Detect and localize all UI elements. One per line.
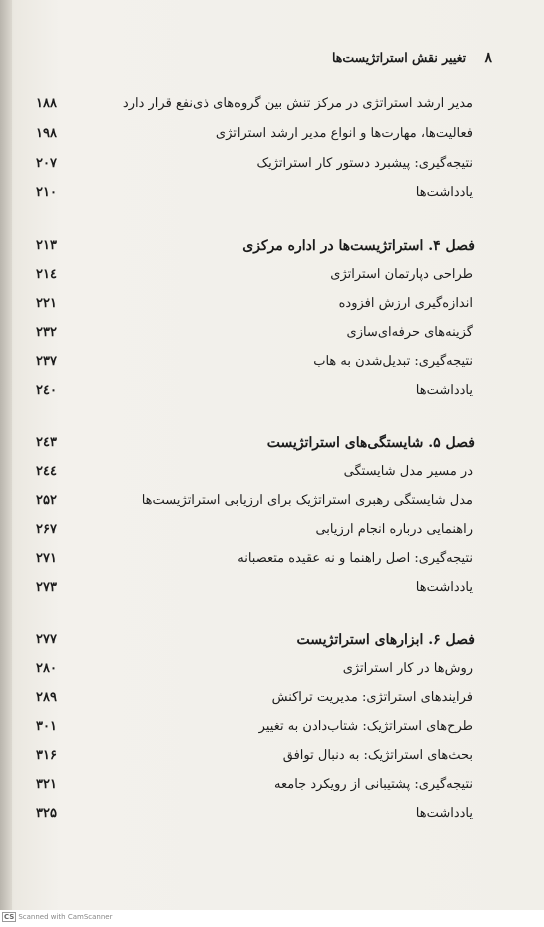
toc-entry-page: ۲٤٤	[36, 464, 57, 479]
running-header	[332, 50, 492, 66]
toc-entry-title: روش‌ها در کار استراتژی	[342, 661, 473, 676]
toc-entry-title: مدل شایستگی رهبری استراتژیک برای ارزیابی استراتژیست‌ها	[141, 493, 473, 508]
toc-row	[0, 688, 544, 712]
toc-entry-title: فرایندهای استراتژی: مدیریت تراکنش	[271, 690, 473, 705]
toc-row	[0, 520, 544, 544]
toc-entry-page: ۲۲۱	[36, 296, 57, 311]
toc-row	[0, 265, 544, 289]
toc-entry-page: ۲٤۳	[36, 435, 57, 450]
toc-row	[0, 775, 544, 799]
toc-row	[0, 381, 544, 405]
toc-entry-page: ۲۷۷	[36, 632, 57, 647]
toc-entry-title: یادداشت‌ها	[415, 383, 473, 398]
toc-entry-title: یادداشت‌ها	[415, 806, 473, 821]
toc-row	[0, 491, 544, 515]
toc-entry-page: ۲۰۷	[36, 156, 57, 171]
toc-row	[0, 94, 544, 118]
camscanner-badge: CS	[4, 913, 15, 921]
toc-entry-page: ۲۱۳	[36, 238, 57, 253]
toc-row	[0, 578, 544, 602]
toc-row	[0, 804, 544, 828]
toc-row	[0, 294, 544, 318]
toc-row	[0, 717, 544, 741]
header-title: تغییر نقش استراتژیست‌ها	[331, 50, 467, 65]
toc-entry-page: ۲۵۲	[36, 493, 57, 508]
toc-entry-page: ۲۶۷	[36, 522, 57, 537]
toc-entry-page: ۳۱۶	[36, 748, 57, 763]
toc-entry-page: ۳۲۱	[36, 777, 57, 792]
toc-entry-page: ۳۲۵	[36, 806, 57, 821]
toc-entry-title: اندازه‌گیری ارزش افزوده	[338, 296, 473, 311]
toc-entry-page: ۲۱٤	[36, 267, 57, 282]
toc-entry-title: نتیجه‌گیری: پشتیبانی از رویکرد جامعه	[274, 777, 473, 792]
toc-entry-page: ۲۷۳	[36, 580, 57, 595]
toc-entry-title: نتیجه‌گیری: تبدیل‌شدن به هاب	[313, 354, 473, 369]
toc-row	[0, 323, 544, 347]
toc-entry-page: ۱۸۸	[36, 96, 57, 111]
toc-entry-title: گزینه‌های حرفه‌ای‌سازی	[346, 325, 473, 340]
toc-entry-title: طراحی دپارتمان استراتژی	[330, 267, 473, 282]
toc-entry-title: بحث‌های استراتژیک: به دنبال توافق	[282, 748, 473, 763]
toc-row	[0, 746, 544, 770]
toc-entry-page: ۳۰۱	[36, 719, 57, 734]
scanner-footer	[0, 910, 544, 927]
toc-entry-title: فعالیت‌ها، مهارت‌ها و انواع مدیر ارشد استراتژی	[215, 126, 473, 141]
toc-entry-title: یادداشت‌ها	[415, 185, 473, 200]
toc-entry-page: ۲۳۷	[36, 354, 57, 369]
toc-entry-title: راهنمایی درباره انجام ارزیابی	[315, 522, 473, 537]
toc-entry-title: نتیجه‌گیری: پیشبرد دستور کار استراتژیک	[256, 156, 473, 171]
toc-entry-title: نتیجه‌گیری: اصل راهنما و نه عقیده متعصبانه	[237, 551, 473, 566]
toc-entry-title: طرح‌های استراتژیک: شتاب‌دادن به تغییر	[258, 719, 473, 734]
toc-row	[0, 462, 544, 486]
toc-entry-page: ۲۸۹	[36, 690, 57, 705]
toc-entry-title: فصل ۶. ابزارهای استراتژیست	[296, 632, 475, 648]
toc-row	[0, 659, 544, 683]
toc-entry-page: ۲۸۰	[36, 661, 57, 676]
toc-entry-page: ۲۷۱	[36, 551, 57, 566]
toc-entry-title: در مسیر مدل شایستگی	[343, 464, 473, 479]
toc-entry-page: ۱۹۸	[36, 126, 57, 141]
toc-entry-title: فصل ۵. شایستگی‌های استراتژیست	[266, 435, 475, 451]
toc-entry-title: یادداشت‌ها	[415, 580, 473, 595]
toc-entry-page: ۲٤۰	[36, 383, 57, 398]
toc-row	[0, 154, 544, 178]
toc-chapter-row	[0, 236, 544, 260]
toc-entry-page: ۲۱۰	[36, 185, 57, 200]
toc-chapter-row	[0, 433, 544, 457]
toc-row	[0, 183, 544, 207]
toc-entry-page: ۲۳۲	[36, 325, 57, 340]
toc-entry-title: فصل ۴. استراتژیست‌ها در اداره مرکزی	[242, 238, 475, 254]
header-page-number: ۸	[484, 50, 492, 66]
toc-row	[0, 124, 544, 148]
scanner-watermark	[2, 912, 112, 922]
toc-entry-title: مدیر ارشد استراتژی در مرکز تنش بین گروه‌های ذی‌نفع قرار دارد	[122, 96, 473, 111]
watermark-text: Scanned with CamScanner	[18, 913, 113, 921]
toc-row	[0, 549, 544, 573]
toc-row	[0, 352, 544, 376]
toc-chapter-row	[0, 630, 544, 654]
